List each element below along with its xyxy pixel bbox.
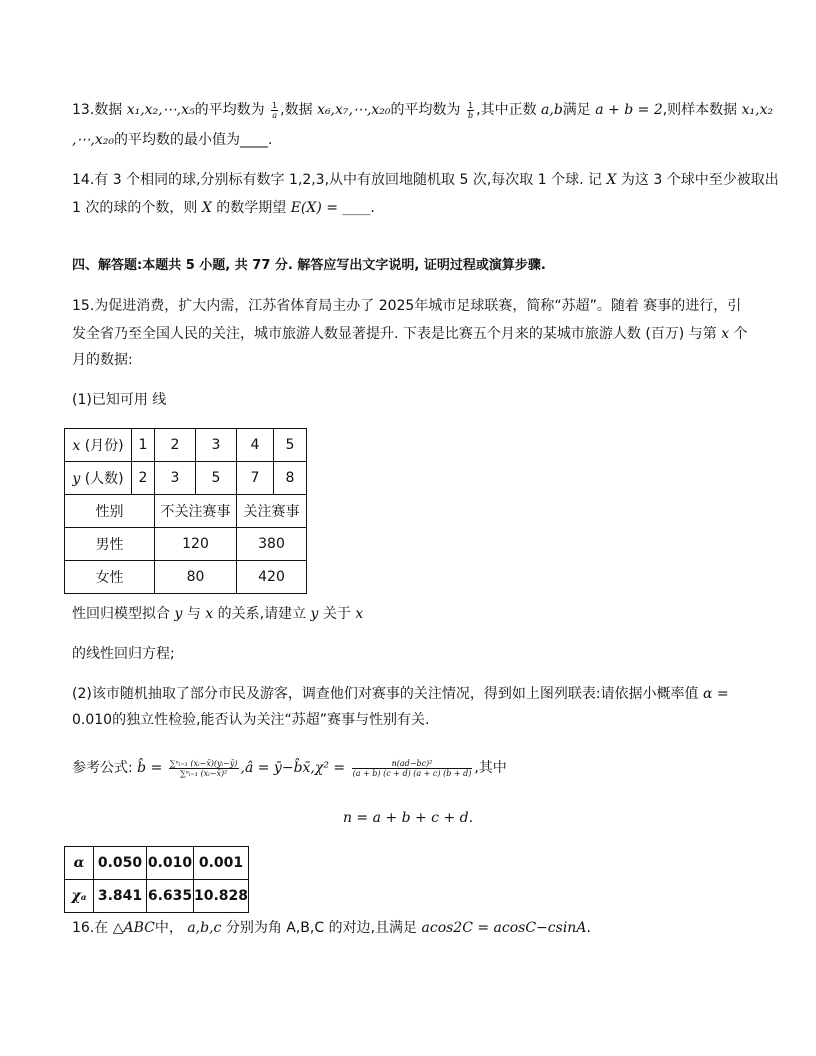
cell-label: (人数) bbox=[84, 471, 124, 487]
q15-part1: (1)已知可用 线 bbox=[72, 392, 167, 408]
table-cell: 420 bbox=[237, 561, 307, 594]
table-cell: x (月份) bbox=[65, 429, 132, 462]
table-row bbox=[65, 495, 307, 528]
math-alpha: α = bbox=[703, 686, 729, 702]
fraction-chi-formula bbox=[352, 759, 473, 778]
q16-text: 16.在 bbox=[72, 920, 109, 936]
frac-den: ∑ⁿᵢ₌₁ (xᵢ−x̄)² bbox=[179, 768, 228, 778]
q16-line bbox=[72, 918, 591, 938]
q16-text: 分别为角 A,B,C 的对边,且满足 bbox=[225, 920, 418, 936]
q14-text: 为这 3 个球中至少被取出 bbox=[620, 172, 779, 188]
math-x1-x5: x₁,x₂,⋯,x₅ bbox=[126, 102, 195, 118]
table-cell: 4 bbox=[237, 429, 274, 462]
table-cell: 5 bbox=[196, 462, 237, 495]
math-condition: a + b = 2 bbox=[595, 102, 663, 118]
math-triangle: △ABC bbox=[112, 920, 155, 936]
table-row bbox=[65, 880, 249, 913]
frac-num: 1 bbox=[272, 100, 278, 110]
q14-text: 的数学期望 bbox=[216, 200, 287, 216]
q15-text: 发全省乃至全国人民的关注，城市旅游人数显著提升. 下表是比赛五个月来的某城市旅游人数 (百万) 与第 bbox=[72, 326, 717, 342]
ref-tail: ,其中 bbox=[474, 760, 507, 776]
math-ab: a,b bbox=[541, 102, 563, 118]
q16-text: . bbox=[586, 920, 591, 936]
table-row bbox=[65, 462, 307, 495]
table-cell: 7 bbox=[237, 462, 274, 495]
q13-text: ,其中正数 bbox=[476, 102, 537, 118]
q15-text: 性回归模型拟合 bbox=[72, 606, 170, 622]
table-row bbox=[65, 429, 307, 462]
table-cell: 6.635 bbox=[147, 880, 194, 913]
math-x: x bbox=[721, 326, 730, 342]
table-cell: 380 bbox=[237, 528, 307, 561]
q13-line1 bbox=[72, 100, 773, 120]
table-cell: 3 bbox=[196, 429, 237, 462]
math-X: X bbox=[606, 172, 617, 188]
section-header: 四、解答题:本题共 5 小题, 共 77 分. 解答应写出文字说明, 证明过程或演算步骤. bbox=[72, 258, 546, 273]
table-cell: α bbox=[65, 847, 94, 880]
math-b-hat: b̂ = bbox=[137, 760, 163, 776]
frac-num: ∑ⁿᵢ₌₁ (xᵢ−x̄)(yᵢ−ȳ) bbox=[169, 758, 238, 768]
data-table bbox=[64, 428, 307, 594]
q15-para1: 15.为促进消费，扩大内需，江苏省体育局主办了 2025年城市足球联赛，简称“苏超”。随着 赛事的进行，引 bbox=[72, 298, 742, 314]
table-cell: 1 bbox=[132, 429, 155, 462]
table-cell: 0.010 bbox=[147, 847, 194, 880]
math-x-to-x20: ,⋯,x₂₀ bbox=[72, 132, 115, 148]
fraction-b-formula bbox=[169, 759, 239, 778]
table-cell: 0.050 bbox=[94, 847, 147, 880]
q14-line2 bbox=[72, 198, 375, 218]
frac-den: b bbox=[468, 110, 474, 120]
frac-num: n(ad−bc)² bbox=[352, 759, 473, 769]
table-row bbox=[65, 561, 307, 594]
math-equation: acos2C = acosC−csinA bbox=[421, 920, 587, 936]
table-cell: 5 bbox=[274, 429, 307, 462]
q13-text: ,数据 bbox=[280, 102, 313, 118]
table-cell: 120 bbox=[155, 528, 237, 561]
q15-text: (2)该市随机抽取了部分市民及游客，调查他们对赛事的关注情况，得到如上图列联表:请依据小概率值 bbox=[72, 686, 699, 702]
table-cell: y (人数) bbox=[65, 462, 132, 495]
table-row bbox=[65, 528, 307, 561]
math-X: X bbox=[201, 200, 212, 216]
q13-line2 bbox=[72, 130, 272, 150]
ref-label: 参考公式: bbox=[72, 760, 133, 776]
table-cell: 女性 bbox=[65, 561, 155, 594]
math-x6-x20: x₆,x₇,⋯,x₂₀ bbox=[317, 102, 391, 118]
math-abc: a,b,c bbox=[187, 920, 222, 936]
q15-after-table-2: 的线性回归方程; bbox=[72, 646, 175, 662]
table-cell: 3 bbox=[155, 462, 196, 495]
critical-value-table bbox=[64, 846, 249, 913]
q15-text: 的关系,请建立 bbox=[217, 606, 307, 622]
q15-text: 关于 bbox=[322, 606, 351, 622]
table-header-cell: 关注赛事 bbox=[237, 495, 307, 528]
q15-text: 与 bbox=[186, 606, 201, 622]
q14-text: 1 次的球的个数，则 bbox=[72, 200, 198, 216]
frac-den: a bbox=[272, 110, 277, 120]
q13-text: ,则样本数据 bbox=[662, 102, 738, 118]
table-cell: 80 bbox=[155, 561, 237, 594]
table-cell: χₐ bbox=[65, 880, 94, 913]
q15-after-table-1: 性回归模型拟合 y 与 x 的关系,请建立 y 关于 x bbox=[72, 606, 364, 622]
fraction-1-over-b bbox=[467, 101, 474, 120]
table-cell: 8 bbox=[274, 462, 307, 495]
q13-text: 13.数据 bbox=[72, 102, 123, 118]
fraction-1-over-a bbox=[271, 101, 278, 120]
table-cell: 0.001 bbox=[194, 847, 249, 880]
cell-label: (月份) bbox=[84, 438, 124, 454]
q15-text: 个 bbox=[733, 326, 748, 342]
table-cell: 2 bbox=[132, 462, 155, 495]
table-cell: 3.841 bbox=[94, 880, 147, 913]
q15-part2-line1 bbox=[72, 684, 729, 704]
q15-part2-line2: 0.010的独立性检验,能否认为关注“苏超”赛事与性别有关. bbox=[72, 712, 430, 728]
q14-text: 14.有 3 个相同的球,分别标有数字 1,2,3,从中有放回地随机取 5 次,每次取 1 个球. 记 bbox=[72, 172, 603, 188]
table-header-cell: 不关注赛事 bbox=[155, 495, 237, 528]
q13-text: 满足 bbox=[562, 102, 591, 118]
table-cell: 10.828 bbox=[194, 880, 249, 913]
math-expectation: E(X) = ____. bbox=[290, 200, 375, 216]
table-cell: 2 bbox=[155, 429, 196, 462]
frac-num: 1 bbox=[468, 100, 474, 110]
table-row bbox=[65, 847, 249, 880]
frac-den: (a + b) (c + d) (a + c) (b + d) bbox=[352, 768, 472, 778]
math-a-hat-chi: ,â = ȳ−b̂x̄,χ² = bbox=[240, 760, 346, 776]
q15-para3: 月的数据: bbox=[72, 352, 133, 368]
q13-text: 的平均数为 bbox=[194, 102, 265, 118]
q13-text: 的平均数的最小值为____. bbox=[114, 132, 273, 148]
math-x1-x2: x₁,x₂ bbox=[741, 102, 774, 118]
q14-line1 bbox=[72, 170, 779, 190]
n-formula: n = a + b + c + d. bbox=[342, 810, 474, 826]
q15-para2 bbox=[72, 324, 748, 344]
table-header-cell: 性别 bbox=[65, 495, 155, 528]
q16-text: 中， bbox=[154, 920, 183, 936]
q13-text: 的平均数为 bbox=[390, 102, 461, 118]
reference-formulas bbox=[72, 758, 507, 778]
table-cell: 男性 bbox=[65, 528, 155, 561]
